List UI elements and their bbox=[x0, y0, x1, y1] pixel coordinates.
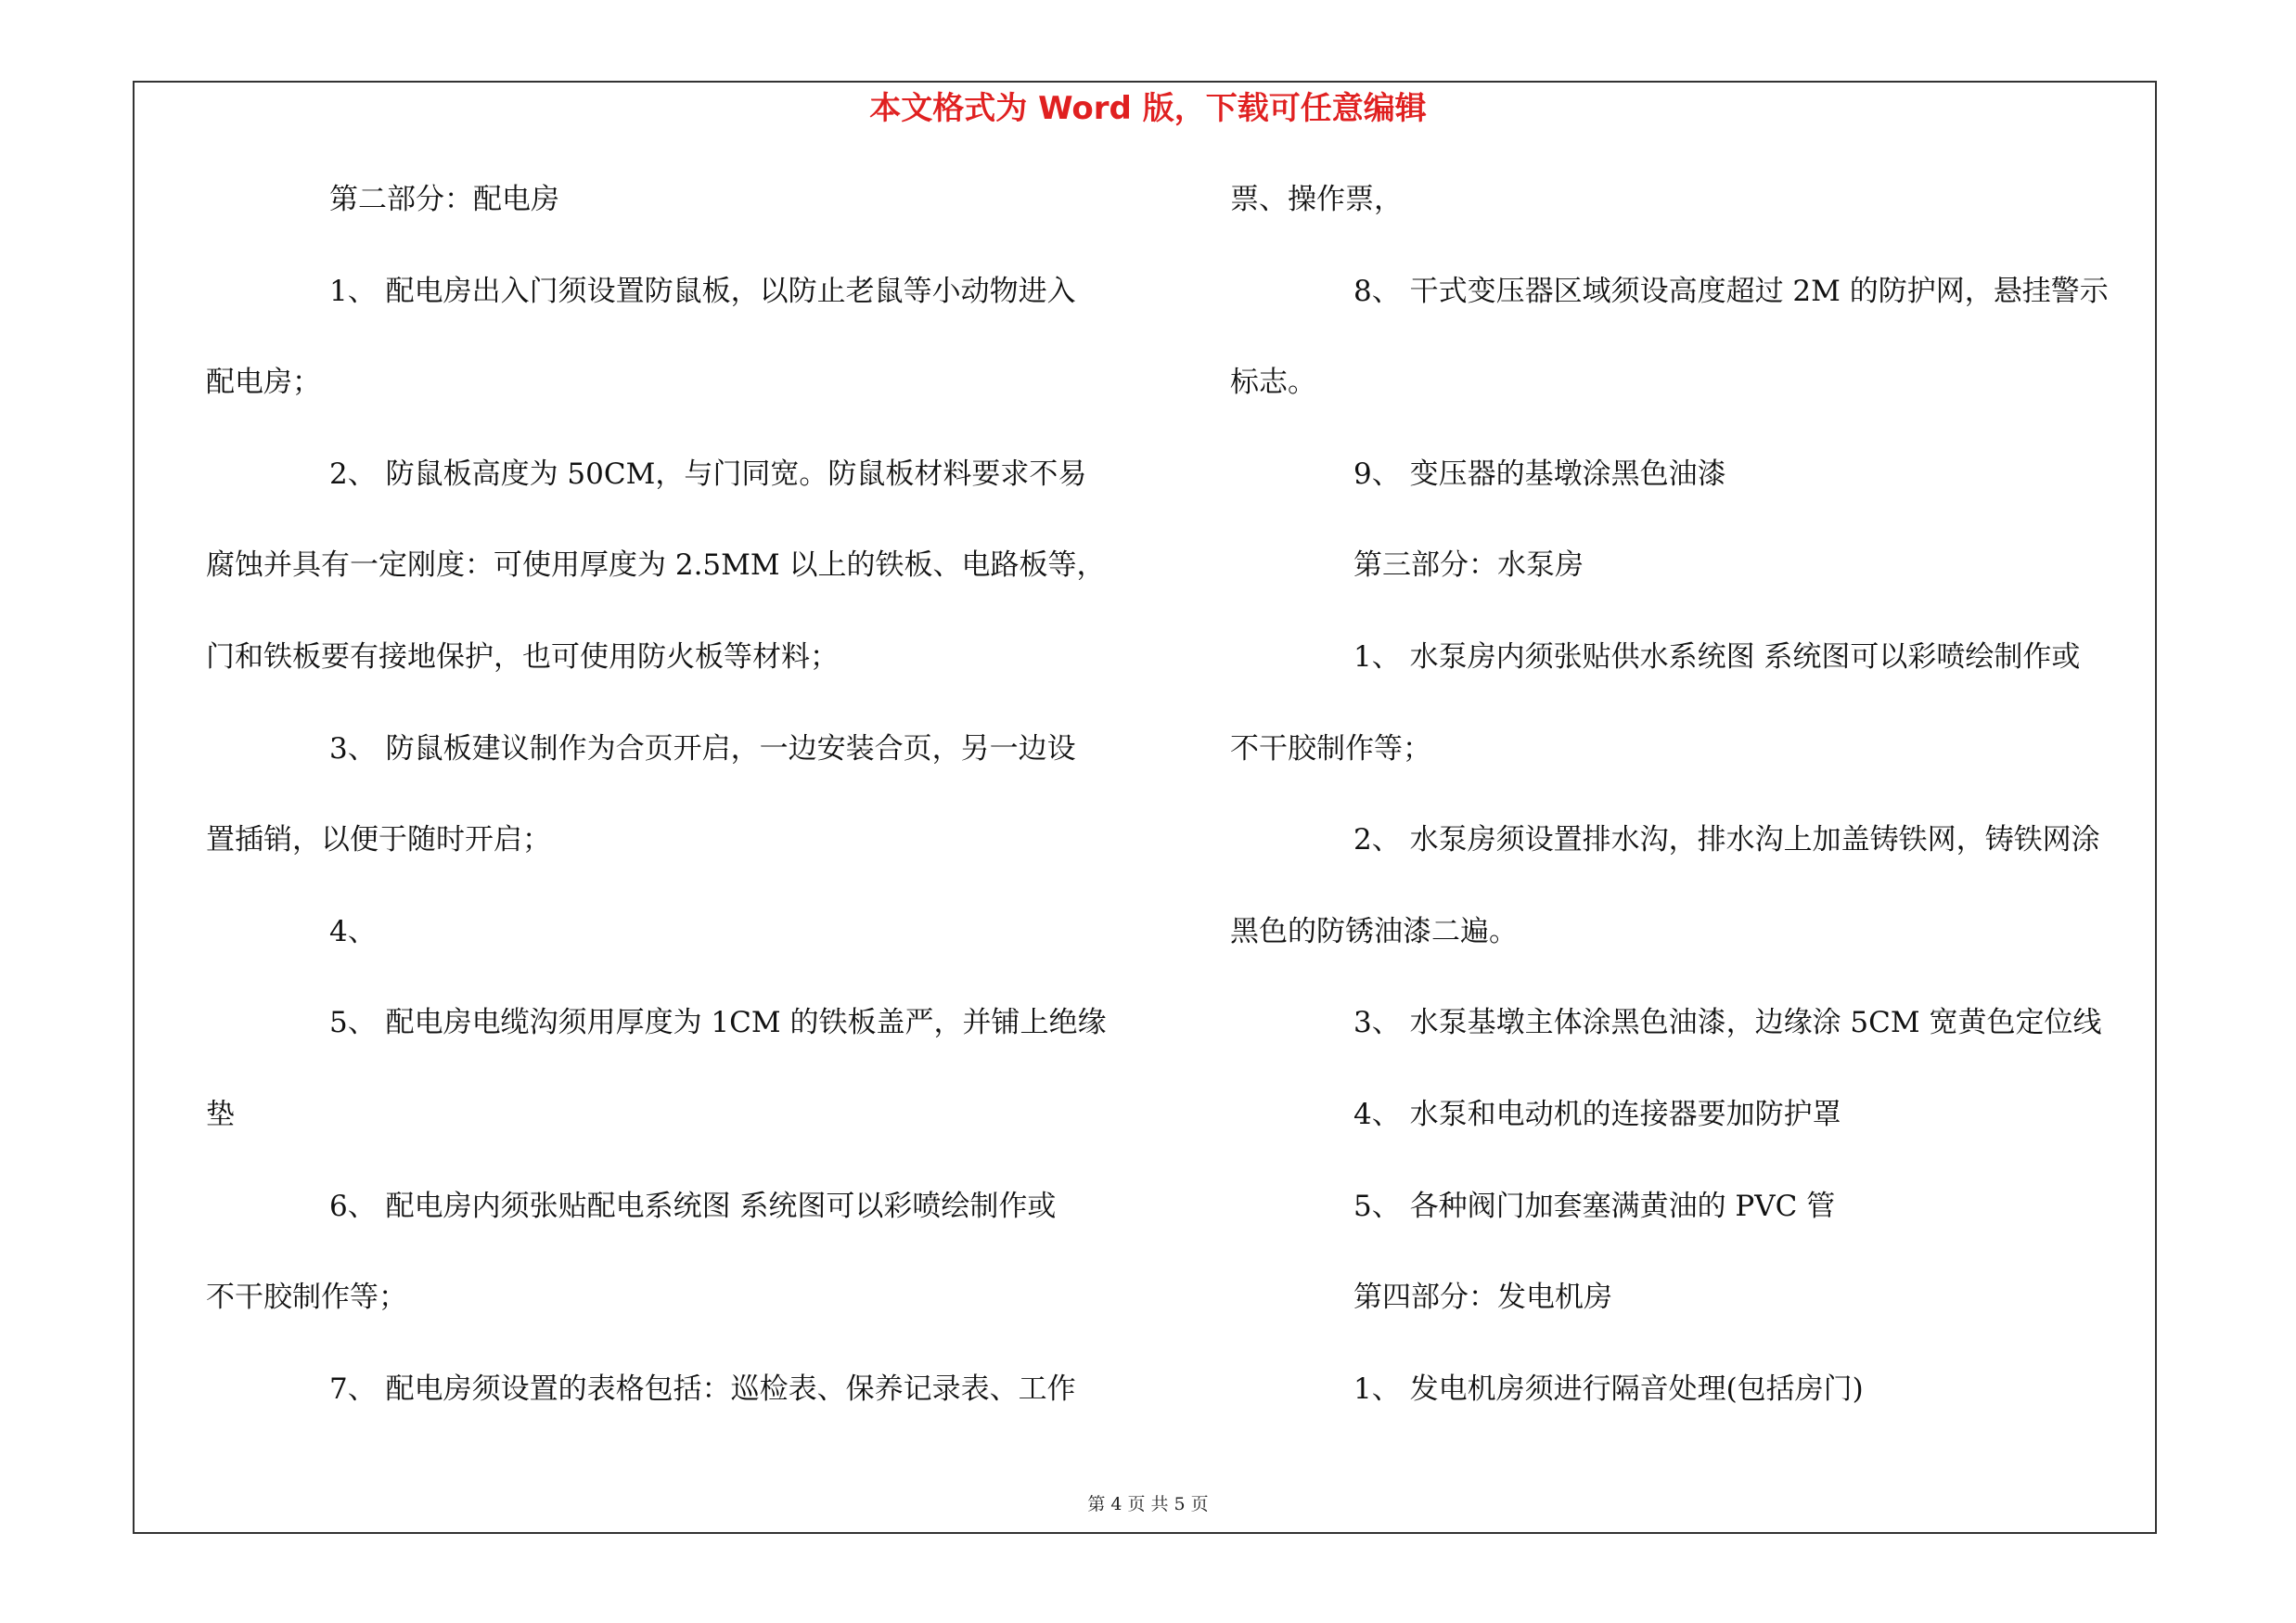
paragraph-line: 门和铁板要有接地保护，也可使用防火板等材料； bbox=[206, 640, 839, 674]
paragraph-line: 配电房； bbox=[206, 366, 321, 400]
paragraph-line: 1、 配电房出入门须设置防鼠板，以防止老鼠等小动物进入 bbox=[329, 274, 1076, 308]
paragraph-line: 置插销，以便于随时开启； bbox=[206, 823, 551, 857]
paragraph-line: 4、 bbox=[329, 914, 377, 948]
paragraph-line: 9、 变压器的基墩涂黑色油漆 bbox=[1353, 457, 1726, 491]
page-number: 第 4 页 共 5 页 bbox=[1087, 1494, 1209, 1514]
paragraph-line: 1、 发电机房须进行隔音处理(包括房门) bbox=[1353, 1372, 1864, 1406]
format-banner: 本文格式为 Word 版，下载可任意编辑 bbox=[869, 90, 1427, 127]
paragraph-line: 黑色的防锈油漆二遍。 bbox=[1230, 914, 1518, 948]
paragraph-line: 5、 各种阀门加套塞满黄油的 PVC 管 bbox=[1353, 1189, 1836, 1223]
paragraph-line: 不干胶制作等； bbox=[1230, 731, 1431, 766]
paragraph-line: 4、 水泵和电动机的连接器要加防护罩 bbox=[1353, 1098, 1841, 1131]
paragraph-line: 第四部分：发电机房 bbox=[1353, 1281, 1612, 1315]
paragraph-line: 3、 水泵基墩主体涂黑色油漆，边缘涂 5CM 宽黄色定位线 bbox=[1353, 1006, 2102, 1040]
paragraph-line: 第三部分：水泵房 bbox=[1353, 548, 1584, 583]
paragraph-line: 3、 防鼠板建议制作为合页开启，一边安装合页，另一边设 bbox=[329, 731, 1076, 766]
paragraph-line: 2、 水泵房须设置排水沟，排水沟上加盖铸铁网，铸铁网涂 bbox=[1353, 823, 2100, 857]
paragraph-line: 5、 配电房电缆沟须用厚度为 1CM 的铁板盖严，并铺上绝缘 bbox=[329, 1006, 1107, 1040]
paragraph-line: 8、 干式变压器区域须设高度超过 2M 的防护网，悬挂警示 bbox=[1353, 274, 2109, 308]
paragraph-line: 6、 配电房内须张贴配电系统图 系统图可以彩喷绘制作或 bbox=[329, 1189, 1057, 1223]
paragraph-line: 2、 防鼠板高度为 50CM，与门同宽。防鼠板材料要求不易 bbox=[329, 457, 1087, 491]
paragraph-line: 票、操作票， bbox=[1230, 183, 1403, 216]
paragraph-line: 腐蚀并具有一定刚度：可使用厚度为 2.5MM 以上的铁板、电路板等， bbox=[206, 548, 1106, 583]
paragraph-line: 1、 水泵房内须张贴供水系统图 系统图可以彩喷绘制作或 bbox=[1353, 640, 2081, 674]
paragraph-line: 不干胶制作等； bbox=[206, 1281, 407, 1315]
paragraph-line: 7、 配电房须设置的表格包括：巡检表、保养记录表、工作 bbox=[329, 1372, 1076, 1406]
paragraph-line: 第二部分：配电房 bbox=[329, 183, 559, 216]
paragraph-line: 垫 bbox=[206, 1098, 235, 1131]
paragraph-line: 标志。 bbox=[1230, 366, 1316, 400]
